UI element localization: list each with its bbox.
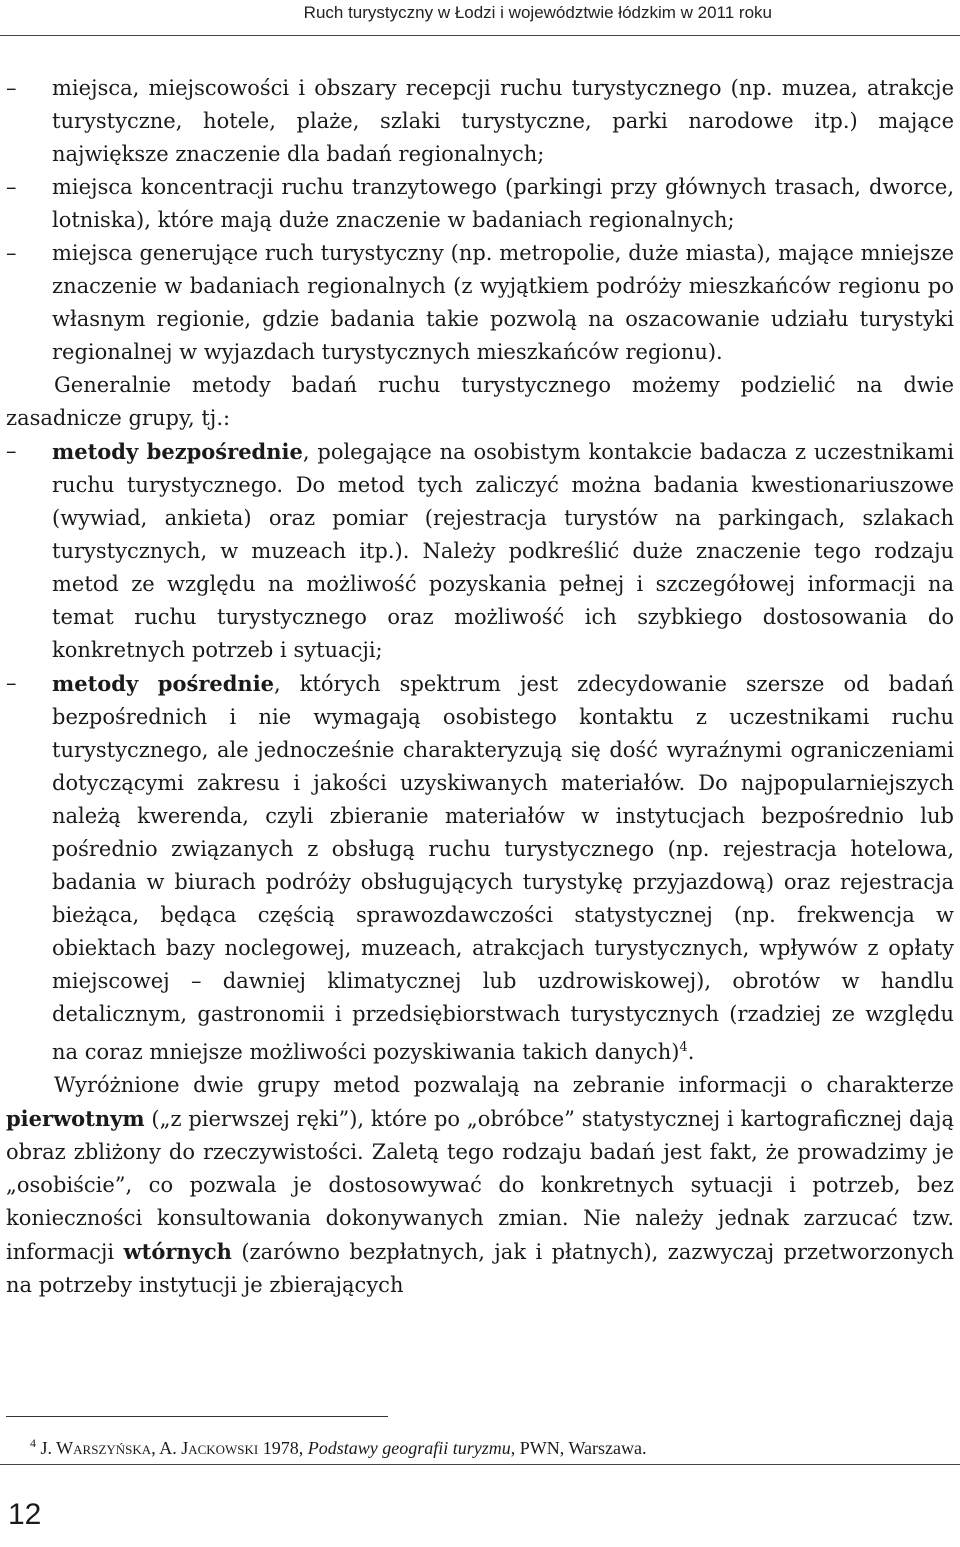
footnote-number: 4 — [30, 1436, 36, 1450]
footnote-publisher: , PWN, Warszawa. — [510, 1438, 647, 1458]
closing-text-1: Wyróżnione dwie grupy metod pozwalają na zebranie informacji o charakterze — [54, 1073, 954, 1097]
footer-rule — [0, 1464, 960, 1465]
intro-paragraph: Generalnie metody badań ruchu turystycznego możemy podzielić na dwie zasadnicze grupy, tj.: — [6, 373, 954, 430]
closing-text-3: (zarówno bezpłatnych, jak i płatnych), zazwyczaj przetworzonych na potrzeby instytucji je zbierających — [6, 1240, 955, 1297]
list-item-direct-methods — [6, 435, 954, 667]
term-primary: pierwotnym — [6, 1106, 145, 1131]
body-text — [6, 72, 954, 1302]
indirect-methods-text: , których spektrum jest zdecydowanie szersze od badań bezpośrednich i nie wymagają osobistego kontaktu z uczestnikami ruchu turystycznego, ale jednocześnie charakteryzują się dość wyraźnymi ograniczeniami dotyczącymi zakresu i jakości uzyskiwanych materiałów. Do najpopularniejszych należą kwerenda, czyli zbieranie materiałów w instytucjach bezpośrednio lub pośrednio związanych z obsługą ruchu turystycznego (np. rejestracja hotelowa, badania w biurach podróży obsługujących turystykę przyjazdową) oraz rejestracja bieżąca, będąca częścią sprawozdawczości statystycznej (np. frekwencja w obiektach bazy noclegowej, muzeach, atrakcjach turystycznych, wpływów z opłaty miejscowej – dawniej klimatycznej lub uzdrowiskowej), obrotów w handlu detalicznym, gastronomii i przedsiębiorstwach turystycznych (rzadziej ze względu na coraz mniejsze możliwości pozyskiwania takich danych) — [52, 672, 954, 1064]
list-item — [6, 72, 954, 171]
dash-bullet: – — [6, 671, 17, 695]
header-rule — [0, 35, 960, 36]
list-item-text: miejsca koncentracji ruchu tranzytowego (parkingi przy głównych trasach, dworce, lotniska), które mają duże znaczenie w badaniach regionalnych; — [52, 175, 954, 232]
running-header: Ruch turystyczny w Łodzi i województwie łódzkim w 2011 roku — [303, 3, 772, 22]
list-item-indirect-methods — [6, 667, 954, 1069]
footnote-separator — [6, 1416, 388, 1417]
footnote-title: Podstawy geografii turyzmu — [307, 1438, 511, 1458]
footnote — [30, 1430, 646, 1461]
term-direct-methods: metody bezpośrednie — [52, 439, 303, 464]
term-indirect-methods: metody pośrednie — [52, 671, 275, 696]
dash-bullet: – — [6, 241, 17, 265]
footnote-author-1: arszyńska — [73, 1438, 152, 1458]
closing-paragraph — [6, 1069, 954, 1302]
footnote-authors-mid: , A. J — [151, 1438, 189, 1458]
list-item — [6, 171, 954, 237]
list-item — [6, 237, 954, 369]
closing-text-2: („z pierwszej ręki”), które po „obróbce” statystycznej i kartograficznej dają obraz zbliżony do rzeczywistości. Zaletą tego rodzaju badań jest fakt, że prowadzimy je „osobiście”, co pozwala je dostosowywać do konkretnych sytuacji i potrzeb, bez konieczności konsultowania dokonywanych zmian. Nie należy jednak zarzucać tzw. informacji — [6, 1107, 954, 1264]
dash-bullet: – — [6, 439, 17, 463]
list-item-text: miejsca generujące ruch turystyczny (np. metropolie, duże miasta), mające mniejsze znaczenie w badaniach regionalnych (z wyjątkiem podróży mieszkańców regionu po własnym regionie, gdzie badania takie pozwolą na oszacowanie udziału turystyki regionalnej w wyjazdach turystycznych mieszkańców regionu). — [52, 241, 954, 364]
term-secondary: wtórnych — [123, 1239, 232, 1264]
footnote-author-2: ackowski — [188, 1438, 259, 1458]
direct-methods-text: , polegające na osobistym kontakcie badacza z uczestnikami ruchu turystycznego. Do metod tych zaliczyć można badania kwestionariuszowe (wywiad, ankieta) oraz pomiar (rejestracja turystów na parkingach, szlakach turystycznych, w muzeach itp.). Należy podkreślić duże znaczenie tego rodzaju metod ze względu na możliwość pozyskania pełnej i szczegółowej informacji na temat ruchu turystycznego oraz możliwość ich szybkiego dostosowania do konkretnych potrzeb i sytuacji; — [52, 440, 954, 662]
list-item-text: miejsca, miejscowości i obszary recepcji ruchu turystycznego (np. muzea, atrakcje turystyczne, hotele, plaże, szlaki turystyczne, parki narodowe itp.) mające największe znaczenie dla badań regionalnych; — [52, 76, 954, 166]
footnote-ref[interactable]: 4 — [679, 1040, 688, 1055]
footnote-year: 1978, — [258, 1438, 308, 1458]
page-number: 12 — [8, 1498, 42, 1531]
footnote-authors-lead: J. W — [40, 1438, 74, 1458]
dash-bullet: – — [6, 76, 17, 100]
sentence-end: . — [687, 1040, 695, 1064]
dash-bullet: – — [6, 175, 17, 199]
